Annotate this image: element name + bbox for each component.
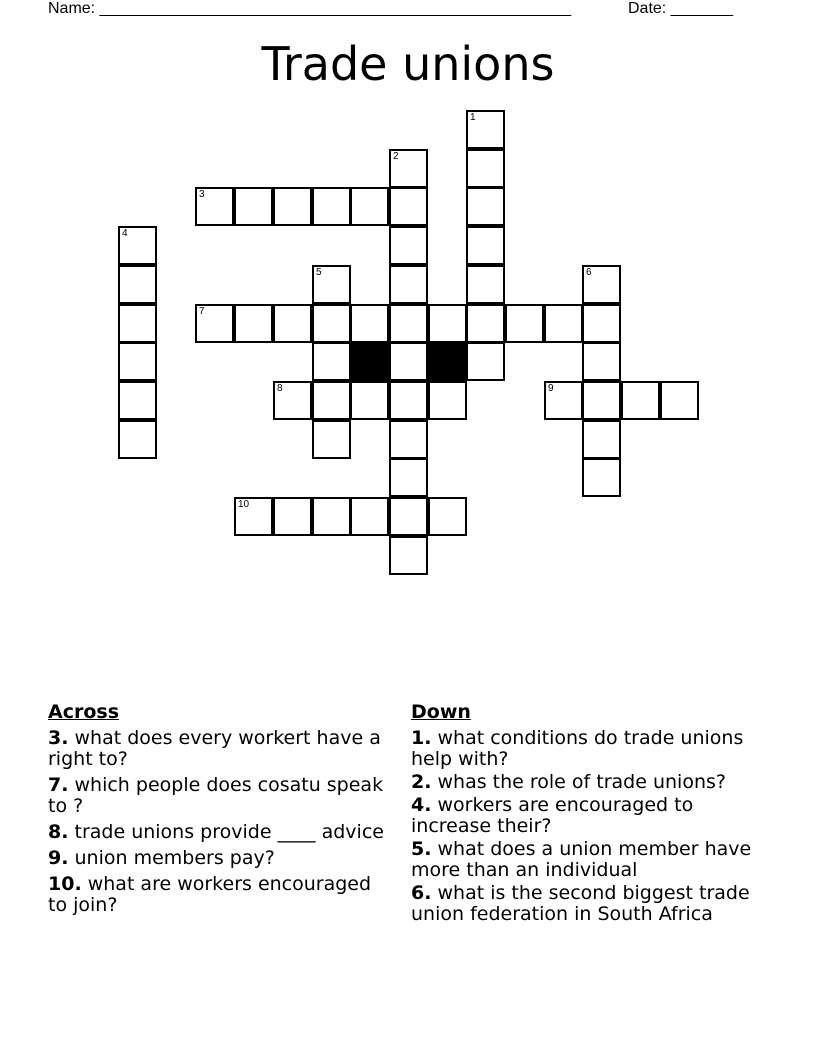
clue-down-1: [411, 728, 756, 770]
clue-across-10: [48, 874, 393, 916]
cell-number: 6: [586, 267, 592, 278]
cell-number: 4: [122, 228, 128, 239]
clue-down-5: [411, 839, 756, 881]
clue-down-4: [411, 795, 756, 837]
crossword-cell[interactable]: [389, 420, 428, 459]
clue-text: what are workers encouraged to join?: [48, 873, 372, 916]
crossword-cell[interactable]: [118, 226, 157, 265]
crossword-cell[interactable]: [466, 149, 505, 188]
crossword-cell[interactable]: [118, 342, 157, 381]
clue-across-9: [48, 848, 393, 869]
crossword-cell[interactable]: [621, 381, 660, 420]
crossword-cell[interactable]: [389, 265, 428, 304]
clue-text: union members pay?: [74, 847, 275, 869]
crossword-cell[interactable]: [273, 187, 312, 226]
clue-number: 6.: [411, 882, 432, 904]
crossword-cell[interactable]: [389, 497, 428, 536]
crossword-cell[interactable]: [118, 304, 157, 343]
across-clues: [48, 700, 393, 921]
clue-text: what does a union member have more than an individual: [411, 838, 752, 881]
crossword-cell[interactable]: [350, 304, 389, 343]
cell-number: 1: [470, 112, 476, 123]
crossword-cell[interactable]: [312, 420, 351, 459]
clue-text: which people does cosatu speak to ?: [48, 774, 384, 817]
clue-number: 9.: [48, 847, 69, 869]
crossword-cell[interactable]: [466, 110, 505, 149]
crossword-cell[interactable]: [582, 458, 621, 497]
clue-number: 5.: [411, 838, 432, 860]
cell-number: 8: [277, 383, 283, 394]
clue-text: what is the second biggest trade union federation in South Africa: [411, 882, 750, 925]
crossword-cell[interactable]: [544, 304, 583, 343]
crossword-cell[interactable]: [234, 497, 273, 536]
crossword-cell[interactable]: [582, 381, 621, 420]
crossword-cell[interactable]: [389, 226, 428, 265]
clue-text: trade unions provide ____ advice: [74, 821, 384, 843]
crossword-cell[interactable]: [544, 381, 583, 420]
crossword-cell[interactable]: [389, 381, 428, 420]
crossword-cell[interactable]: [195, 187, 234, 226]
clue-number: 1.: [411, 727, 432, 749]
clue-down-2: [411, 772, 756, 793]
crossword-cell[interactable]: [582, 420, 621, 459]
crossword-cell[interactable]: [466, 226, 505, 265]
clue-across-8: [48, 822, 393, 843]
crossword-cell[interactable]: [273, 304, 312, 343]
clue-number: 7.: [48, 774, 69, 796]
crossword-cell[interactable]: [350, 381, 389, 420]
clue-number: 3.: [48, 727, 69, 749]
crossword-cell[interactable]: [582, 342, 621, 381]
crossword-cell[interactable]: [312, 304, 351, 343]
crossword-cell[interactable]: [234, 187, 273, 226]
clue-text: what does every workert have a right to?: [48, 727, 381, 770]
clue-text: what conditions do trade unions help with?: [411, 727, 744, 770]
clue-text: whas the role of trade unions?: [437, 771, 726, 793]
crossword-cell[interactable]: [466, 304, 505, 343]
clue-number: 2.: [411, 771, 432, 793]
crossword-cell[interactable]: [350, 497, 389, 536]
crossword-cell[interactable]: [582, 304, 621, 343]
crossword-cell[interactable]: [389, 458, 428, 497]
clue-text: workers are encouraged to increase their?: [411, 794, 694, 837]
crossword-cell[interactable]: [195, 304, 234, 343]
cell-number: 2: [393, 151, 399, 162]
crossword-cell[interactable]: [312, 497, 351, 536]
crossword-cell[interactable]: [234, 304, 273, 343]
crossword-cell[interactable]: [118, 381, 157, 420]
crossword-cell[interactable]: [312, 342, 351, 381]
clue-number: 4.: [411, 794, 432, 816]
clue-number: 10.: [48, 873, 82, 895]
crossword-cell[interactable]: [389, 187, 428, 226]
blocked-cell: [350, 342, 389, 381]
blocked-cell: [428, 342, 467, 381]
crossword-cell[interactable]: [273, 381, 312, 420]
down-clues: [411, 700, 756, 927]
crossword-cell[interactable]: [389, 536, 428, 575]
crossword-cell[interactable]: [118, 420, 157, 459]
crossword-cell[interactable]: [466, 187, 505, 226]
crossword-cell[interactable]: [312, 265, 351, 304]
clue-across-3: [48, 728, 393, 770]
crossword-cell[interactable]: [428, 497, 467, 536]
crossword-cell[interactable]: [118, 265, 157, 304]
crossword-cell[interactable]: [389, 304, 428, 343]
page-title: Trade unions: [261, 37, 555, 91]
across-heading: Across: [48, 701, 120, 723]
crossword-cell[interactable]: [466, 265, 505, 304]
crossword-cell[interactable]: [389, 149, 428, 188]
clue-down-6: [411, 883, 756, 925]
crossword-cell[interactable]: [273, 497, 312, 536]
date-field-label: Date: _______: [628, 0, 733, 17]
crossword-cell[interactable]: [505, 304, 544, 343]
crossword-cell[interactable]: [466, 342, 505, 381]
cell-number: 7: [199, 306, 205, 317]
crossword-cell[interactable]: [428, 381, 467, 420]
cell-number: 5: [316, 267, 322, 278]
clue-across-7: [48, 775, 393, 817]
crossword-cell[interactable]: [428, 304, 467, 343]
crossword-cell[interactable]: [389, 342, 428, 381]
crossword-cell[interactable]: [660, 381, 699, 420]
crossword-cell[interactable]: [312, 187, 351, 226]
cell-number: 10: [238, 499, 250, 510]
down-heading: Down: [411, 701, 471, 723]
crossword-cell[interactable]: [312, 381, 351, 420]
cell-number: 3: [199, 189, 205, 200]
cell-number: 9: [548, 383, 554, 394]
crossword-cell[interactable]: [350, 187, 389, 226]
crossword-cell[interactable]: [582, 265, 621, 304]
clue-number: 8.: [48, 821, 69, 843]
name-field-label: Name: _____________________________________________________: [48, 0, 572, 17]
